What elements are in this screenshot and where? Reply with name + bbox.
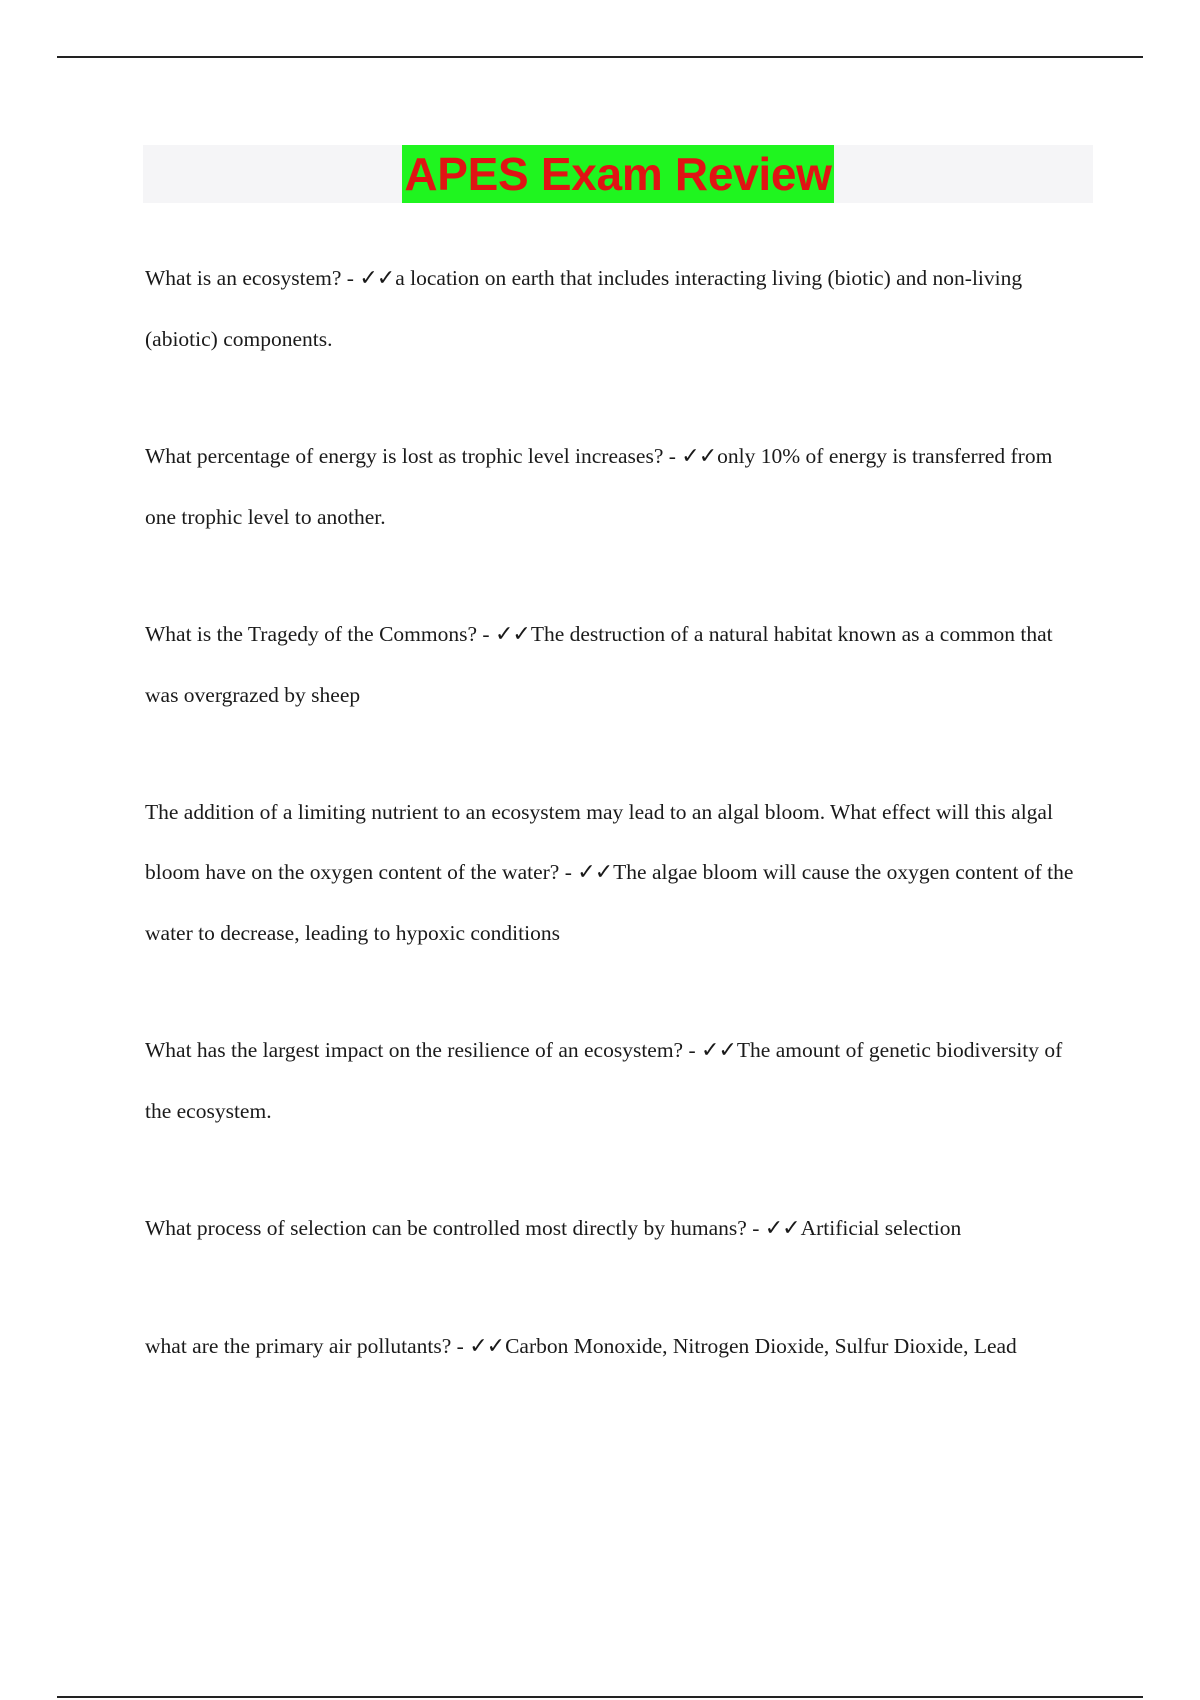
answer-text: only 10% of energy is transferred from one trophic level to another. (145, 444, 1053, 529)
qa-list (145, 248, 1080, 1377)
question-text: What percentage of energy is lost as trophic level increases? (145, 444, 664, 468)
check-icon: ✓✓ (764, 1216, 800, 1241)
answer-text: a location on earth that includes interacting living (biotic) and non-living (abiotic) components. (145, 266, 1023, 351)
check-icon: ✓✓ (494, 622, 530, 647)
answer-text: Carbon Monoxide, Nitrogen Dioxide, Sulfur Dioxide, Lead (505, 1334, 1017, 1358)
qa-item-air-pollutants (145, 1316, 1080, 1377)
check-icon: ✓✓ (701, 1038, 736, 1063)
bottom-rule (57, 1696, 1143, 1698)
top-rule (57, 56, 1143, 58)
separator: - (477, 622, 495, 646)
question-text: The addition of a limiting nutrient to an ecosystem may lead to an algal bloom. What effect will this algal bloom have on the oxygen content of the water? (145, 800, 1053, 884)
answer-text: The destruction of a natural habitat known as a common that was overgrazed by sheep (145, 622, 1053, 707)
check-icon: ✓✓ (577, 860, 613, 885)
check-icon: ✓✓ (681, 444, 717, 469)
qa-item-algal-bloom (145, 782, 1080, 963)
title-band (143, 145, 1093, 203)
separator: - (746, 1216, 765, 1240)
separator: - (559, 860, 578, 884)
question-text: What is an ecosystem? (145, 266, 342, 290)
qa-item-resilience (145, 1020, 1080, 1141)
answer-text: The amount of genetic biodiversity of the ecosystem. (145, 1038, 1063, 1123)
check-icon: ✓✓ (359, 266, 395, 291)
document-title: APES Exam Review (402, 145, 833, 203)
question-text: What has the largest impact on the resilience of an ecosystem? (145, 1038, 684, 1062)
question-text: What process of selection can be controlled most directly by humans? (145, 1216, 747, 1240)
answer-text: The algae bloom will cause the oxygen content of the water to decrease, leading to hypoxic conditions (145, 860, 1074, 945)
qa-item-ecosystem (145, 248, 1080, 369)
answer-text: Artificial selection (800, 1216, 962, 1240)
qa-item-energy (145, 426, 1080, 547)
qa-item-commons (145, 604, 1080, 725)
question-text: What is the Tragedy of the Commons? (145, 622, 478, 646)
qa-item-selection (145, 1198, 1080, 1259)
separator: - (683, 1038, 702, 1062)
separator: - (341, 266, 360, 290)
check-icon: ✓✓ (469, 1334, 505, 1359)
separator: - (451, 1334, 470, 1358)
question-text: what are the primary air pollutants? (145, 1334, 452, 1358)
separator: - (663, 444, 682, 468)
